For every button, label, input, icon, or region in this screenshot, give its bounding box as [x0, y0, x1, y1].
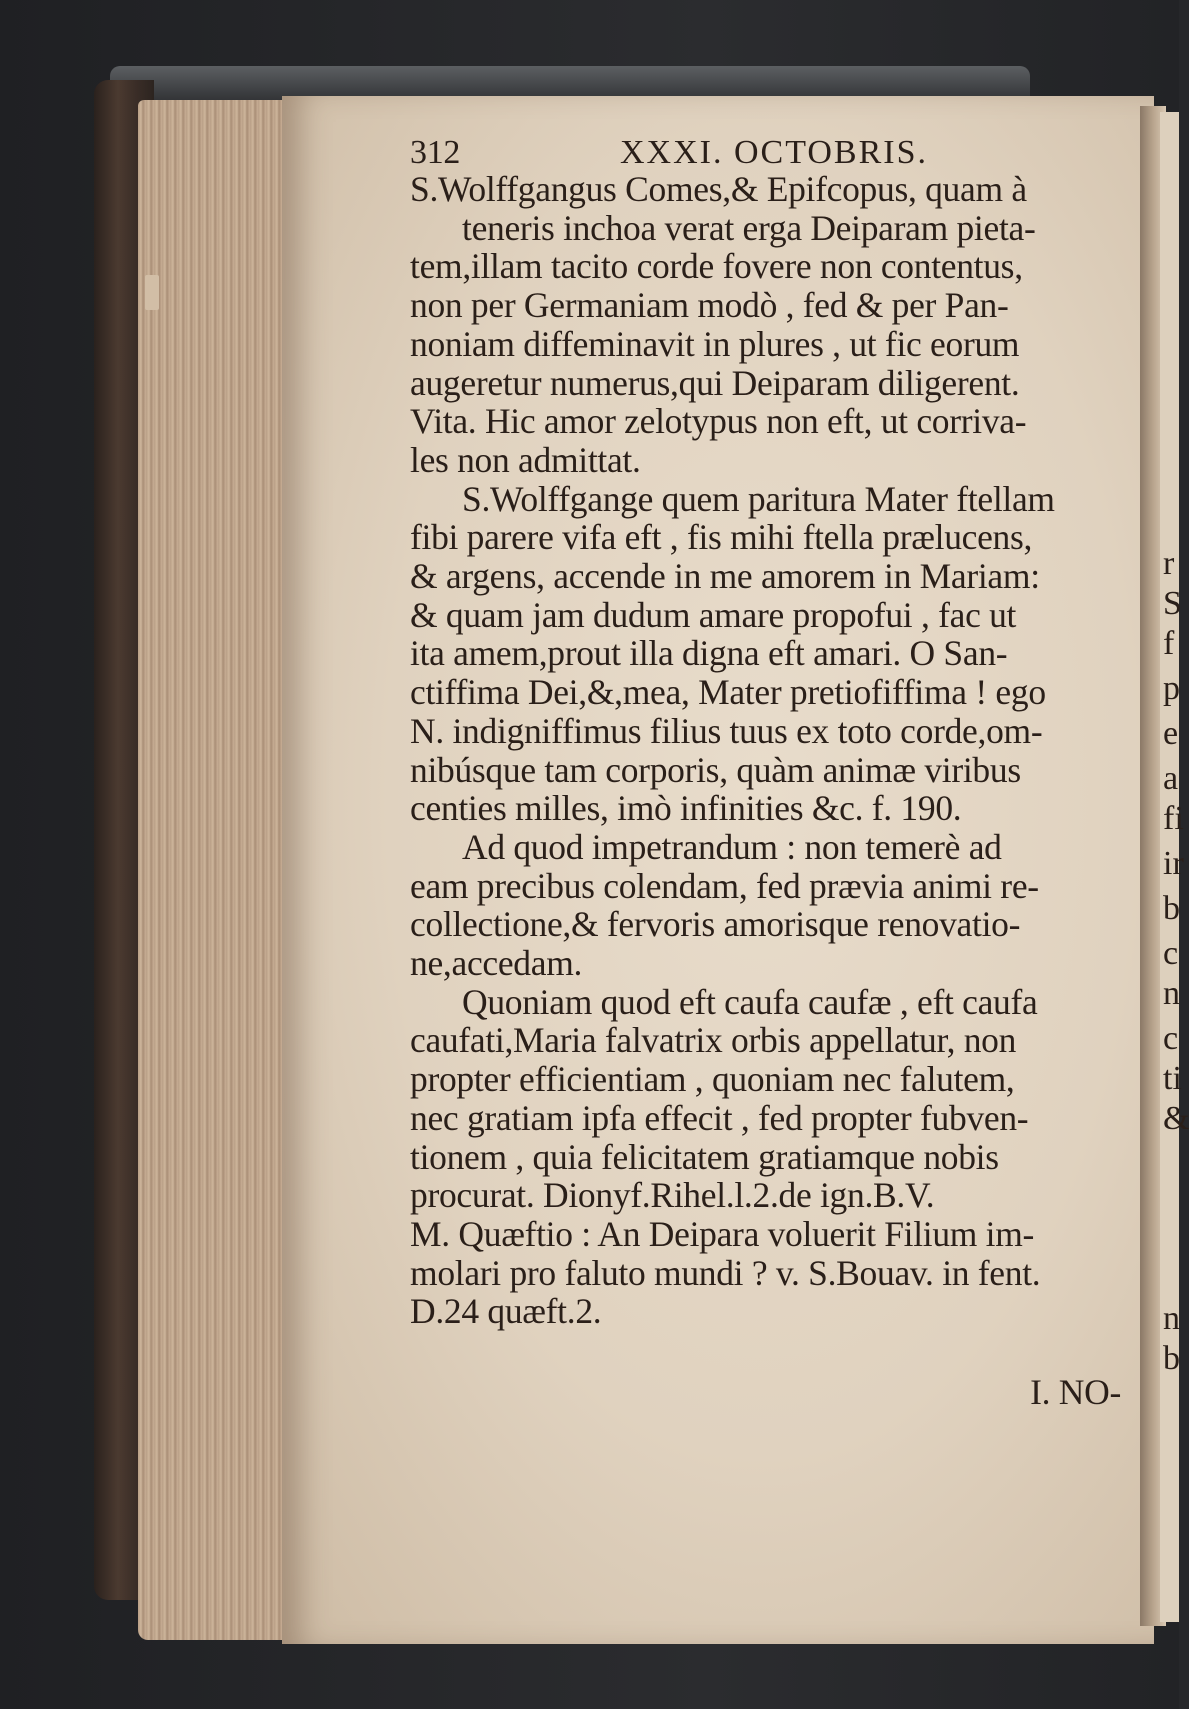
facing-page-fragment: fi — [1163, 800, 1184, 837]
running-head: XXXI. OCTOBRIS. — [620, 134, 929, 171]
text-line: eam precibus colendam, fed prævia animi re- — [410, 865, 1039, 906]
text-line: ne,accedam. — [410, 943, 583, 984]
text-line: propter efficientiam , quoniam nec falutem, — [410, 1059, 1015, 1100]
facing-page-fragment: p — [1163, 670, 1180, 707]
text-line: S.Wolffgangus Comes,& Epifcopus, quam à — [410, 169, 1027, 209]
facing-page-fragment: ir — [1163, 845, 1184, 882]
text-line: Ad quod impetrandum : non temerè ad — [462, 826, 1002, 867]
text-line: augeretur numerus,qui Deiparam diligerent. — [410, 362, 1020, 403]
text-line: Vita. Hic amor zelotypus non eft, ut corriva- — [410, 401, 1027, 442]
facing-page-fragment: ti — [1163, 1060, 1182, 1097]
text-line: tem,illam tacito corde fovere non contentus, — [410, 246, 1023, 287]
text-line: Quoniam quod eft caufa caufæ , eft caufa — [462, 981, 1038, 1022]
facing-page-fragment: S — [1163, 585, 1182, 622]
text-line: molari pro faluto mundi ? v. S.Bouav. in fent. — [410, 1252, 1041, 1293]
page-header — [410, 118, 1145, 170]
text-line: teneris inchoa verat erga Deiparam pieta- — [462, 207, 1036, 248]
text-line: non per Germaniam modò , fed & per Pan- — [410, 285, 1009, 326]
text-line: D.24 quæft.2. — [410, 1291, 602, 1332]
facing-page-fragment: c — [1163, 1020, 1179, 1057]
facing-page-fragment: r — [1163, 545, 1175, 582]
text-line: centies milles, imò infinities &c. f. 190. — [410, 788, 962, 829]
body-text — [410, 170, 1145, 1331]
facing-page-fragment: b — [1163, 890, 1180, 927]
text-line: & argens, accende in me amorem in Mariam: — [410, 556, 1040, 597]
text-line: collectione,& fervoris amorisque renovatio- — [410, 904, 1021, 945]
page-text — [410, 118, 1145, 1412]
text-line: noniam diffeminavit in plures , ut fic eorum — [410, 323, 1020, 364]
text-line: nec gratiam ipfa effecit , fed propter fubven- — [410, 1097, 1029, 1138]
text-line: M. Quæftio : An Deipara voluerit Filium im- — [410, 1213, 1035, 1254]
facing-page-fragment: a — [1163, 760, 1179, 797]
text-line: S.Wolffgange quem paritura Mater ftellam — [462, 478, 1055, 519]
facing-page-fragment: f — [1163, 625, 1175, 662]
facing-page-fragment: c — [1163, 935, 1179, 972]
text-line: caufati,Maria falvatrix orbis appellatur, non — [410, 1020, 1017, 1061]
facing-page-fragment: e — [1163, 715, 1179, 752]
text-line: ctiffima Dei,&,mea, Mater pretiofiffima ! ego — [410, 672, 1046, 713]
facing-page-fragment: n — [1163, 975, 1180, 1012]
text-line: les non admittat. — [410, 439, 641, 480]
text-line: procurat. Dionyf.Rihel.l.2.de ign.B.V. — [410, 1175, 935, 1216]
page-tab-marker — [145, 275, 159, 310]
text-line: fibi parere vifa eft , fis mihi ftella prælucens, — [410, 517, 1033, 558]
text-line: ita amem,prout illa digna eft amari. O San- — [410, 633, 1008, 674]
text-line: nibúsque tam corporis, quàm animæ viribus — [410, 749, 1021, 790]
facing-page-fragment: & — [1163, 1100, 1189, 1137]
page-edges — [138, 100, 288, 1640]
page-number: 312 — [410, 134, 461, 171]
text-line: N. indigniffimus filius tuus ex toto corde,om- — [410, 710, 1043, 751]
text-line: tionem , quia felicitatem gratiamque nobis — [410, 1136, 999, 1177]
text-line: & quam jam dudum amare propofui , fac ut — [410, 594, 1017, 635]
facing-page-fragment: n — [1163, 1300, 1180, 1337]
catchword: I. NO- — [1030, 1372, 1121, 1413]
facing-page-fragment: b — [1163, 1340, 1180, 1377]
